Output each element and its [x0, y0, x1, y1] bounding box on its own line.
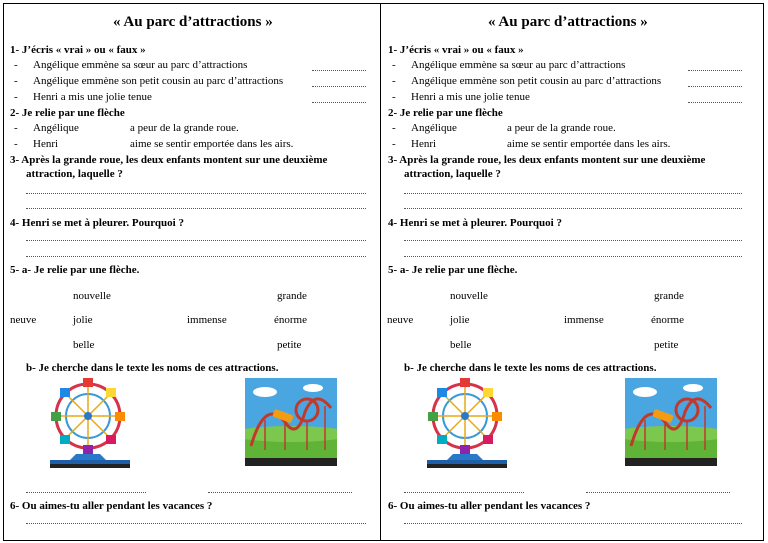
- answer-line[interactable]: [586, 492, 730, 493]
- q2-left-item: Henri: [411, 138, 437, 150]
- q6-heading: 6- Ou aimes-tu aller pendant les vacances ?: [10, 500, 213, 512]
- q2-right-item: a peur de la grande roue.: [507, 122, 616, 134]
- q5b-heading: b- Je cherche dans le texte les noms de ces attractions.: [26, 362, 279, 374]
- answer-line[interactable]: [26, 193, 366, 194]
- q2-right-item: aime se sentir emportée dans les airs.: [130, 138, 294, 150]
- worksheet-title: « Au parc d’attractions »: [113, 14, 273, 30]
- worksheet-copy-left: [0, 0, 380, 543]
- answer-line[interactable]: [26, 256, 366, 257]
- q4-heading: 4- Henri se met à pleurer. Pourquoi ?: [388, 217, 562, 229]
- q3-heading-cont: attraction, laquelle ?: [404, 168, 501, 180]
- bullet-dash: -: [14, 122, 18, 134]
- word-enorme: énorme: [274, 314, 307, 326]
- q1-item: Angélique emmène sa sœur au parc d’attractions: [411, 59, 626, 71]
- ferris-wheel-image: [423, 378, 511, 468]
- answer-line[interactable]: [26, 240, 366, 241]
- answer-line[interactable]: [404, 492, 524, 493]
- answer-line[interactable]: [404, 256, 742, 257]
- q1-item: Henri a mis une jolie tenue: [411, 91, 530, 103]
- q1-item: Angélique emmène son petit cousin au parc d’attractions: [411, 75, 662, 87]
- roller-coaster-image: [245, 378, 337, 466]
- worksheet-title: « Au parc d’attractions »: [488, 14, 648, 30]
- q1-item: Henri a mis une jolie tenue: [33, 91, 152, 103]
- q1-item: Angélique emmène son petit cousin au parc d’attractions: [33, 75, 284, 87]
- word-neuve: neuve: [10, 314, 37, 326]
- answer-line[interactable]: [26, 523, 366, 524]
- answer-line[interactable]: [688, 86, 742, 87]
- bullet-dash: -: [392, 59, 396, 71]
- answer-line[interactable]: [312, 102, 366, 103]
- bullet-dash: -: [14, 138, 18, 150]
- bullet-dash: -: [14, 91, 18, 103]
- word-grande: grande: [277, 290, 307, 302]
- q3-heading: 3- Après la grande roue, les deux enfants montent sur une deuxième: [388, 154, 706, 166]
- q3-heading-cont: attraction, laquelle ?: [26, 168, 123, 180]
- q3-heading: 3- Après la grande roue, les deux enfants montent sur une deuxième: [10, 154, 328, 166]
- word-nouvelle: nouvelle: [73, 290, 111, 302]
- word-grande: grande: [654, 290, 684, 302]
- answer-line[interactable]: [688, 102, 742, 103]
- word-immense: immense: [187, 314, 227, 326]
- q1-heading: 1- J’écris « vrai » ou « faux »: [388, 44, 524, 56]
- q2-right-item: aime se sentir emportée dans les airs.: [507, 138, 671, 150]
- bullet-dash: -: [392, 91, 396, 103]
- q4-heading: 4- Henri se met à pleurer. Pourquoi ?: [10, 217, 184, 229]
- q2-heading: 2- Je relie par une flèche: [10, 107, 125, 119]
- q2-left-item: Henri: [33, 138, 59, 150]
- q5b-heading: b- Je cherche dans le texte les noms de ces attractions.: [404, 362, 657, 374]
- word-jolie: jolie: [73, 314, 93, 326]
- answer-line[interactable]: [404, 523, 742, 524]
- roller-coaster-image: [625, 378, 717, 466]
- bullet-dash: -: [392, 138, 396, 150]
- answer-line[interactable]: [26, 208, 366, 209]
- q2-right-item: a peur de la grande roue.: [130, 122, 239, 134]
- answer-line[interactable]: [26, 492, 146, 493]
- q2-left-item: Angélique: [411, 122, 457, 134]
- q2-left-item: Angélique: [33, 122, 79, 134]
- word-belle: belle: [73, 339, 95, 351]
- answer-line[interactable]: [688, 70, 742, 71]
- word-nouvelle: nouvelle: [450, 290, 488, 302]
- q5a-heading: 5- a- Je relie par une flèche.: [10, 264, 140, 276]
- bullet-dash: -: [14, 75, 18, 87]
- answer-line[interactable]: [404, 193, 742, 194]
- worksheet-copy-right: [378, 0, 758, 543]
- bullet-dash: -: [392, 75, 396, 87]
- ferris-wheel-image: [46, 378, 134, 468]
- word-neuve: neuve: [387, 314, 414, 326]
- bullet-dash: -: [14, 59, 18, 71]
- q1-heading: 1- J’écris « vrai » ou « faux »: [10, 44, 146, 56]
- q2-heading: 2- Je relie par une flèche: [388, 107, 503, 119]
- bullet-dash: -: [392, 122, 396, 134]
- answer-line[interactable]: [208, 492, 352, 493]
- q1-item: Angélique emmène sa sœur au parc d’attractions: [33, 59, 248, 71]
- word-jolie: jolie: [450, 314, 470, 326]
- word-enorme: énorme: [651, 314, 684, 326]
- answer-line[interactable]: [404, 208, 742, 209]
- word-belle: belle: [450, 339, 472, 351]
- answer-line[interactable]: [404, 240, 742, 241]
- q5a-heading: 5- a- Je relie par une flèche.: [388, 264, 518, 276]
- q6-heading: 6- Ou aimes-tu aller pendant les vacances ?: [388, 500, 591, 512]
- answer-line[interactable]: [312, 86, 366, 87]
- word-immense: immense: [564, 314, 604, 326]
- answer-line[interactable]: [312, 70, 366, 71]
- word-petite: petite: [277, 339, 302, 351]
- word-petite: petite: [654, 339, 679, 351]
